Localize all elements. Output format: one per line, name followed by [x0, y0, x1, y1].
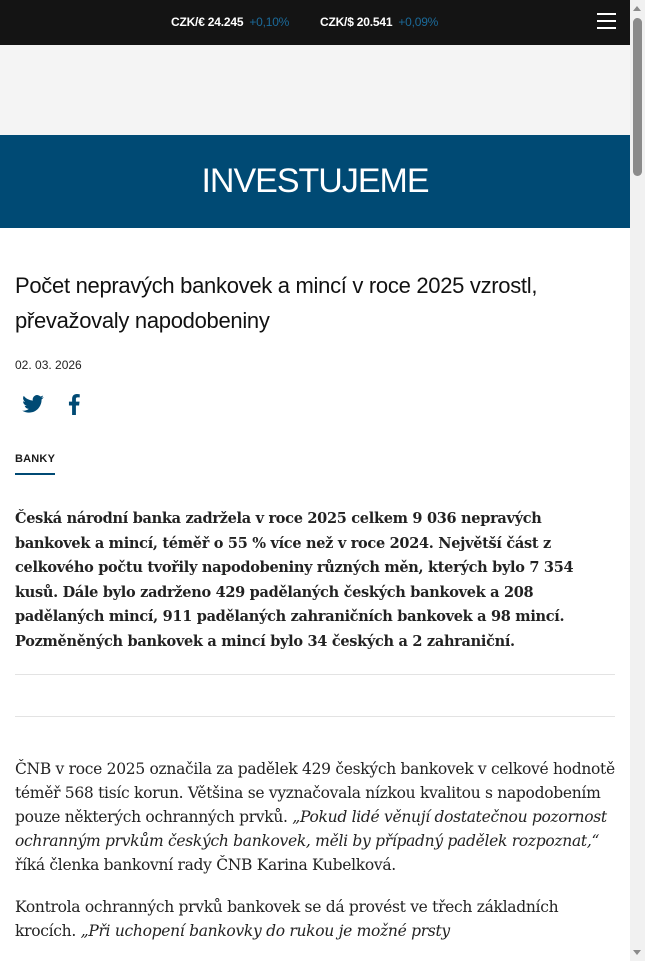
scroll-up-icon[interactable] [633, 6, 641, 11]
facebook-icon[interactable] [68, 394, 80, 415]
divider [15, 716, 615, 717]
ad-space [0, 45, 630, 135]
text: říká členka bankovní rady ČNB Karina Kubelková. [15, 856, 396, 874]
category-tag[interactable]: BANKY [15, 453, 55, 475]
site-logo[interactable]: INVESTUJEME [0, 135, 630, 228]
rate-eur-change: +0,10% [249, 15, 290, 29]
divider [15, 674, 615, 675]
rate-eur-value: CZK/€ 24.245 [171, 15, 244, 29]
article-lead: Česká národní banka zadržela v roce 2025 celkem 9 036 nepravých bankovek a mincí, téměř o 55 % více než v roce 2024. Největší část z celkového počtu tvořily napodobeniny různých měn, kterých bylo 7 354 kusů. Dále bylo zadrženo 429 padělaných českých bankovek a 208 padělaných mincí, 911 padělaných zahraničních bankovek a 98 mincí. Pozměněných bankovek a mincí bylo 34 českých a 2 zahraniční. [15, 510, 574, 650]
rate-usd [320, 15, 438, 29]
quote: „Pokud lidé věnují dostatečnou pozornost ochranným prvkům českých bankovek, měli by případný padělek rozpoznat,“ [15, 808, 607, 850]
text: Kontrola ochranných prvků bankovek se dá provést ve třech základních krocích. [15, 898, 559, 940]
paragraph [15, 895, 615, 943]
rate-usd-value: CZK/$ 20.541 [320, 15, 393, 29]
article-date: 02. 03. 2026 [15, 358, 82, 372]
article [15, 268, 615, 943]
scrollbar[interactable] [630, 0, 645, 961]
scrollbar-thumb[interactable] [633, 18, 642, 176]
hamburger-icon[interactable] [597, 13, 616, 30]
share-buttons [15, 392, 615, 416]
rate-usd-change: +0,09% [398, 15, 439, 29]
twitter-icon[interactable] [22, 395, 44, 413]
quote: „Při uchopení bankovky do rukou je možné prsty [80, 922, 450, 940]
text: ČNB v roce 2025 označila za padělek 429 českých bankovek v celkové hodnotě téměř 568 tisíc korun. Většina se vyznačovala nízkou kvalitou s napodobením pouze některých ochranných prvků. [15, 760, 615, 826]
scroll-down-icon[interactable] [633, 950, 641, 955]
rate-eur [171, 15, 289, 29]
article-title: Počet nepravých bankovek a mincí v roce 2025 vzrostl, převažovaly napodobeniny [15, 273, 538, 333]
paragraph [15, 757, 615, 877]
article-body [15, 757, 615, 943]
top-bar [0, 0, 630, 45]
